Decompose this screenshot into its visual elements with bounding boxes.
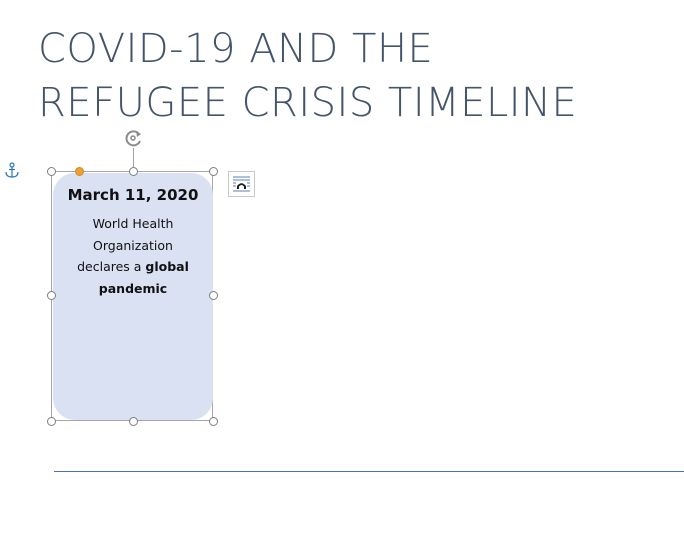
document-title bbox=[38, 22, 577, 130]
resize-handle-bottom-right[interactable] bbox=[209, 417, 218, 426]
adjust-handle[interactable] bbox=[75, 167, 84, 176]
resize-handle-top-right[interactable] bbox=[209, 167, 218, 176]
layout-options-icon bbox=[229, 172, 254, 196]
resize-handle-top-left[interactable] bbox=[47, 167, 56, 176]
resize-handle-middle-right[interactable] bbox=[209, 291, 218, 300]
anchor-icon[interactable] bbox=[4, 162, 20, 180]
card-text-bold: global pandemic bbox=[98, 259, 189, 296]
timeline-divider-line bbox=[54, 471, 684, 472]
title-line-2: REFUGEE CRISIS TIMELINE bbox=[38, 80, 578, 126]
resize-handle-bottom-center[interactable] bbox=[129, 417, 138, 426]
timeline-card[interactable] bbox=[53, 173, 213, 420]
card-text: World Health Organization declares a bbox=[77, 216, 174, 274]
layout-options-button[interactable] bbox=[228, 171, 255, 197]
resize-handle-top-center[interactable] bbox=[129, 167, 138, 176]
resize-handle-middle-left[interactable] bbox=[47, 291, 56, 300]
resize-handle-bottom-left[interactable] bbox=[47, 417, 56, 426]
card-date: March 11, 2020 bbox=[67, 186, 199, 204]
rotate-handle-icon[interactable] bbox=[122, 126, 146, 150]
card-description bbox=[68, 213, 198, 299]
title-line-1: COVID-19 AND THE bbox=[38, 26, 434, 72]
